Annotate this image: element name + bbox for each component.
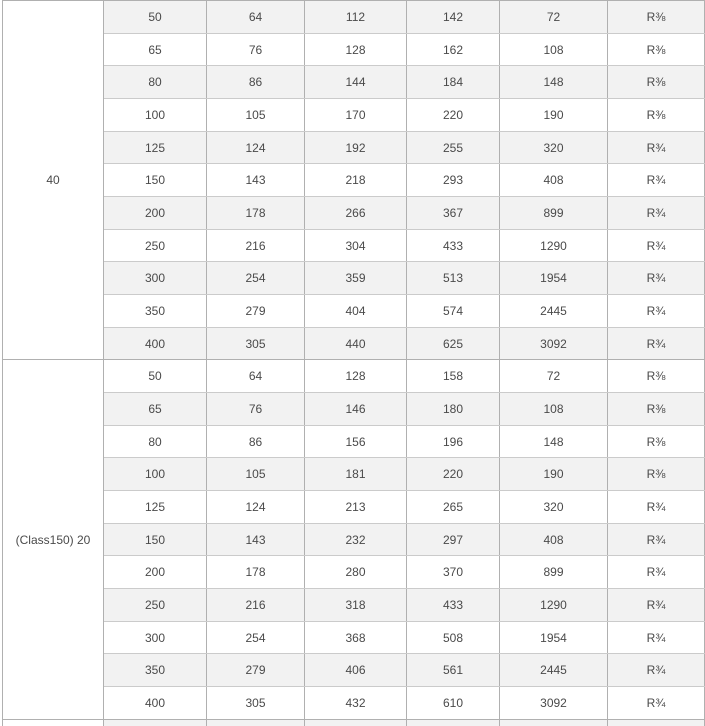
table-cell: 148 bbox=[500, 425, 608, 458]
table-cell: 72 bbox=[500, 360, 608, 393]
table-cell: 320 bbox=[500, 131, 608, 164]
table-cell: 1954 bbox=[500, 262, 608, 295]
table-cell: 279 bbox=[207, 654, 305, 687]
table-row bbox=[3, 360, 705, 393]
table-cell: 178 bbox=[207, 197, 305, 230]
table-cell: R¾ bbox=[608, 164, 705, 197]
table-cell: R¾ bbox=[608, 262, 705, 295]
table-cell: R⅜ bbox=[608, 33, 705, 66]
table-cell: R¾ bbox=[608, 197, 705, 230]
table-cell: 108 bbox=[500, 393, 608, 426]
table-cell: 1290 bbox=[500, 589, 608, 622]
table-cell: R⅜ bbox=[608, 99, 705, 132]
table-cell: 72 bbox=[500, 1, 608, 34]
table-row bbox=[3, 197, 705, 230]
table-cell: 359 bbox=[305, 262, 407, 295]
table-cell: 367 bbox=[407, 197, 500, 230]
table-cell: R⅜ bbox=[608, 425, 705, 458]
table-cell: 1290 bbox=[500, 229, 608, 262]
table-cell: 178 bbox=[207, 556, 305, 589]
group-label: (Class150) 20 bbox=[3, 360, 104, 719]
table-cell bbox=[207, 719, 305, 726]
table-cell: R⅜ bbox=[608, 360, 705, 393]
table-row bbox=[3, 425, 705, 458]
table-cell: 400 bbox=[104, 687, 207, 720]
table-cell: 216 bbox=[207, 229, 305, 262]
table-cell: 293 bbox=[407, 164, 500, 197]
table-cell: 218 bbox=[305, 164, 407, 197]
table-cell: 899 bbox=[500, 556, 608, 589]
table-row bbox=[3, 262, 705, 295]
table-cell: 561 bbox=[407, 654, 500, 687]
table-cell: 305 bbox=[207, 687, 305, 720]
table-cell: 170 bbox=[305, 99, 407, 132]
table-cell: 254 bbox=[207, 262, 305, 295]
table-cell: 181 bbox=[305, 458, 407, 491]
table-cell: 255 bbox=[407, 131, 500, 164]
table-cell: R¾ bbox=[608, 295, 705, 328]
table-cell: 508 bbox=[407, 621, 500, 654]
table-row bbox=[3, 393, 705, 426]
table-cell bbox=[407, 719, 500, 726]
table-cell: 190 bbox=[500, 99, 608, 132]
table-cell: 146 bbox=[305, 393, 407, 426]
table-cell: 65 bbox=[104, 33, 207, 66]
table-cell: 86 bbox=[207, 425, 305, 458]
table-cell bbox=[305, 719, 407, 726]
table-row bbox=[3, 66, 705, 99]
table-cell: 64 bbox=[207, 1, 305, 34]
table-cell: R¾ bbox=[608, 327, 705, 360]
table-cell: 2445 bbox=[500, 654, 608, 687]
table-cell: 125 bbox=[104, 491, 207, 524]
table-cell: 158 bbox=[407, 360, 500, 393]
table-cell: 250 bbox=[104, 229, 207, 262]
table-row bbox=[3, 99, 705, 132]
table-cell: 2445 bbox=[500, 295, 608, 328]
table-cell: 610 bbox=[407, 687, 500, 720]
table-cell: 213 bbox=[305, 491, 407, 524]
table-cell: 574 bbox=[407, 295, 500, 328]
table-cell: 279 bbox=[207, 295, 305, 328]
table-cell: R¾ bbox=[608, 556, 705, 589]
table-cell: 150 bbox=[104, 523, 207, 556]
table-cell: 318 bbox=[305, 589, 407, 622]
table-cell: 162 bbox=[407, 33, 500, 66]
table-cell: 216 bbox=[207, 589, 305, 622]
table-cell: 300 bbox=[104, 621, 207, 654]
table-row bbox=[3, 33, 705, 66]
table-cell: 305 bbox=[207, 327, 305, 360]
table-cell: 64 bbox=[207, 360, 305, 393]
table-cell: 408 bbox=[500, 164, 608, 197]
table-cell: 105 bbox=[207, 458, 305, 491]
table-cell: 86 bbox=[207, 66, 305, 99]
table-cell: 297 bbox=[407, 523, 500, 556]
table-cell: R⅜ bbox=[608, 66, 705, 99]
table-cell: 404 bbox=[305, 295, 407, 328]
table-cell: 125 bbox=[104, 131, 207, 164]
table-cell: 124 bbox=[207, 491, 305, 524]
table-cell: R¾ bbox=[608, 589, 705, 622]
table-cell: 406 bbox=[305, 654, 407, 687]
table-cell: 128 bbox=[305, 360, 407, 393]
table-cell: 128 bbox=[305, 33, 407, 66]
table-cell: 368 bbox=[305, 621, 407, 654]
table-cell: 220 bbox=[407, 458, 500, 491]
table-cell: 142 bbox=[407, 1, 500, 34]
table-cell: 400 bbox=[104, 327, 207, 360]
table-cell: 304 bbox=[305, 229, 407, 262]
table-cell: R⅜ bbox=[608, 393, 705, 426]
table-cell bbox=[500, 719, 608, 726]
table-cell: 65 bbox=[104, 393, 207, 426]
table-cell: R¾ bbox=[608, 131, 705, 164]
table-cell: 232 bbox=[305, 523, 407, 556]
table-cell: 1954 bbox=[500, 621, 608, 654]
table-cell: 190 bbox=[500, 458, 608, 491]
table-row bbox=[3, 523, 705, 556]
table-cell: 76 bbox=[207, 393, 305, 426]
table-cell: 265 bbox=[407, 491, 500, 524]
table-cell: 50 bbox=[104, 360, 207, 393]
table-cell bbox=[104, 719, 207, 726]
table-cell: 370 bbox=[407, 556, 500, 589]
table-row bbox=[3, 556, 705, 589]
table-row bbox=[3, 458, 705, 491]
table-cell bbox=[608, 719, 705, 726]
table-cell: 80 bbox=[104, 66, 207, 99]
table-cell: 432 bbox=[305, 687, 407, 720]
table-cell: 300 bbox=[104, 262, 207, 295]
table-row bbox=[3, 229, 705, 262]
table-cell: 266 bbox=[305, 197, 407, 230]
table-cell: 143 bbox=[207, 523, 305, 556]
table-cell: R¾ bbox=[608, 523, 705, 556]
table-cell: R¾ bbox=[608, 687, 705, 720]
table-cell: 156 bbox=[305, 425, 407, 458]
table-cell: 100 bbox=[104, 458, 207, 491]
table-cell: 3092 bbox=[500, 327, 608, 360]
table-row bbox=[3, 327, 705, 360]
table-cell: 192 bbox=[305, 131, 407, 164]
group-label: 40 bbox=[3, 1, 104, 360]
table-row bbox=[3, 131, 705, 164]
table-cell: 350 bbox=[104, 654, 207, 687]
table-cell: R¾ bbox=[608, 229, 705, 262]
table-cell: 350 bbox=[104, 295, 207, 328]
table-cell: R¾ bbox=[608, 491, 705, 524]
group-label bbox=[3, 719, 104, 726]
table-row bbox=[3, 295, 705, 328]
table-cell: 3092 bbox=[500, 687, 608, 720]
table-cell: 250 bbox=[104, 589, 207, 622]
table-cell: 196 bbox=[407, 425, 500, 458]
table-body bbox=[3, 1, 705, 726]
table-cell: 124 bbox=[207, 131, 305, 164]
table-cell: 220 bbox=[407, 99, 500, 132]
table-row bbox=[3, 654, 705, 687]
table-cell: 440 bbox=[305, 327, 407, 360]
table-cell: 200 bbox=[104, 197, 207, 230]
table-cell: 100 bbox=[104, 99, 207, 132]
table-row bbox=[3, 164, 705, 197]
table-cell: 184 bbox=[407, 66, 500, 99]
table-cell: R¾ bbox=[608, 654, 705, 687]
table-cell: 513 bbox=[407, 262, 500, 295]
table-cell: R⅜ bbox=[608, 458, 705, 491]
table-cell: 50 bbox=[104, 1, 207, 34]
table-row bbox=[3, 589, 705, 622]
table-row bbox=[3, 687, 705, 720]
table-cell: 112 bbox=[305, 1, 407, 34]
table-cell: 200 bbox=[104, 556, 207, 589]
table-cell: 76 bbox=[207, 33, 305, 66]
table-cell: 408 bbox=[500, 523, 608, 556]
table-cell: 148 bbox=[500, 66, 608, 99]
table-cell: 80 bbox=[104, 425, 207, 458]
table-cell: 625 bbox=[407, 327, 500, 360]
table-cell: R¾ bbox=[608, 621, 705, 654]
table-cell: 280 bbox=[305, 556, 407, 589]
table-cell: 108 bbox=[500, 33, 608, 66]
table-cell: 143 bbox=[207, 164, 305, 197]
table-cell: 150 bbox=[104, 164, 207, 197]
table-cell: 433 bbox=[407, 589, 500, 622]
table-row bbox=[3, 491, 705, 524]
table-row bbox=[3, 621, 705, 654]
table-cell: 254 bbox=[207, 621, 305, 654]
table-cell: 144 bbox=[305, 66, 407, 99]
table-cell: 899 bbox=[500, 197, 608, 230]
table-row bbox=[3, 1, 705, 34]
table-cell: 180 bbox=[407, 393, 500, 426]
pressure-rating-table bbox=[2, 0, 705, 726]
table-cell: 105 bbox=[207, 99, 305, 132]
table-cell: 433 bbox=[407, 229, 500, 262]
table-cell: R⅜ bbox=[608, 1, 705, 34]
table-cell: 320 bbox=[500, 491, 608, 524]
table-row bbox=[3, 719, 705, 726]
